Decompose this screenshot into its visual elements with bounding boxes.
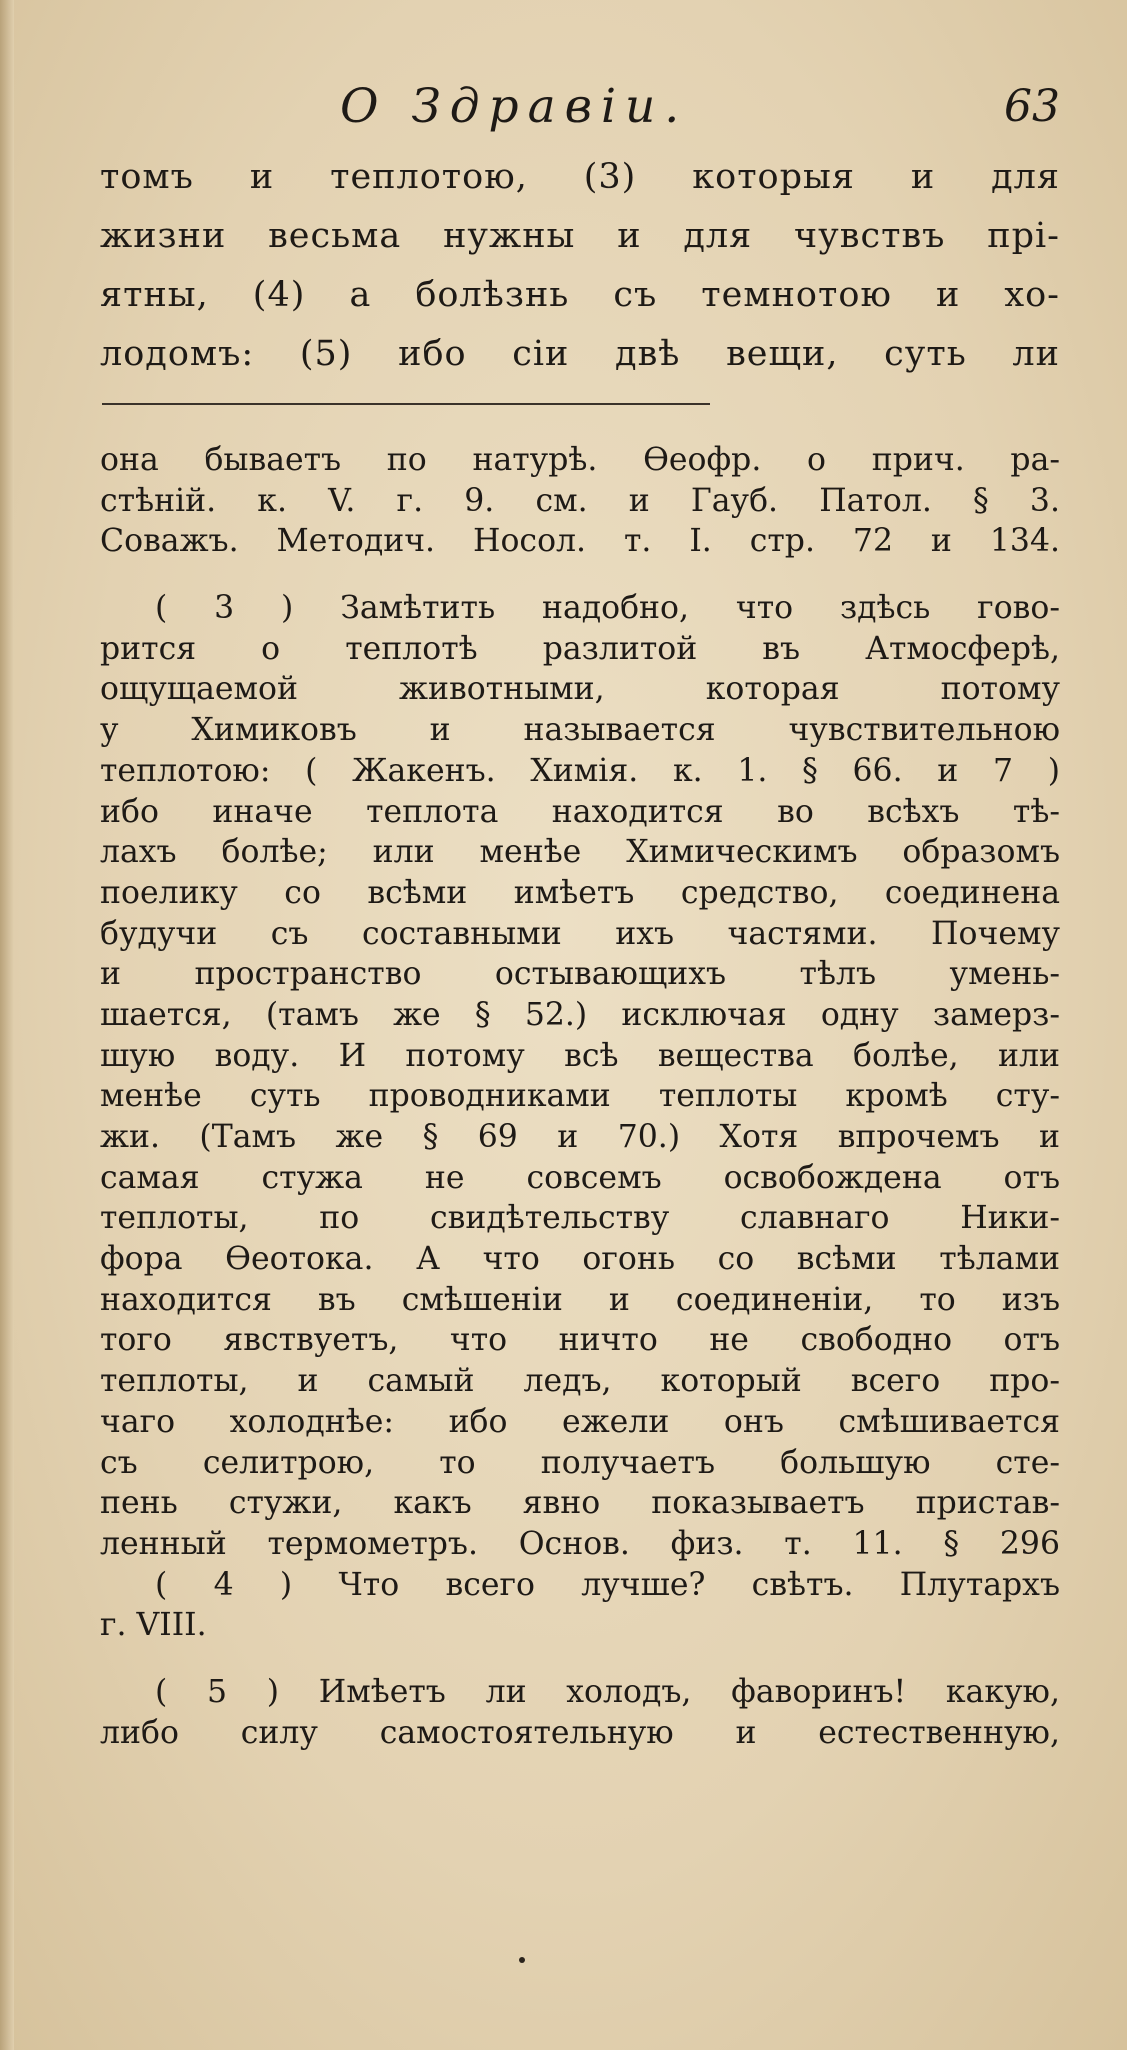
main-text-line: лодомъ: (5) ибо сіи двѣ вещи, суть ли <box>100 334 1060 374</box>
footnote-3-line: теплотою: ( Жакенъ. Химія. к. 1. § 66. и 7 ) <box>100 752 1060 789</box>
footnote-3-line: ленный термометръ. Основ. физ. т. 11. § 296 <box>100 1525 1060 1562</box>
footnote-3-line: поелику со всѣми имѣетъ средство, соединена <box>100 874 1060 911</box>
footnote-3-line: теплоты, и самый ледъ, который всего про- <box>100 1363 1060 1400</box>
footnote-gap <box>100 562 1060 588</box>
footnote-3-line: пень стужи, какъ явно показываетъ пристав- <box>100 1485 1060 1522</box>
footnote-3-line: ощущаемой животными, которая потому <box>100 671 1060 708</box>
footnote-line: она бываетъ по натурѣ. Ѳеофр. о прич. ра- <box>100 442 1060 478</box>
footnote-3-line: ( 3 ) Замѣтить надобно, что здѣсь гово- <box>155 590 1060 627</box>
main-text-line: жизни весьма нужны и для чувствъ прі- <box>100 216 1060 256</box>
footnote-3-line: находится въ смѣшеніи и соединеніи, то изъ <box>100 1281 1060 1318</box>
main-text-line: томъ и теплотою, (3) которыя и для <box>100 157 1060 197</box>
footnote-divider <box>102 403 710 405</box>
footnote-3-line: и пространство остывающихъ тѣлъ умень- <box>100 956 1060 993</box>
footnote-3-line: того явствуетъ, что ничто не свободно отъ <box>100 1322 1060 1359</box>
footnote-3-line: лахъ болѣе; или менѣе Химическимъ образомъ <box>100 834 1060 871</box>
footnote-3-line: жи. (Тамъ же § 69 и 70.) Хотя впрочемъ и <box>100 1119 1060 1155</box>
footnote-5-line: ( 5 ) Имѣетъ ли холодъ, фаворинъ! какую, <box>155 1673 1060 1710</box>
footnote-3-line: у Химиковъ и называется чувствительною <box>100 712 1060 749</box>
ink-speck <box>519 1957 525 1963</box>
footnote-3-line: ибо иначе теплота находится во всѣхъ тѣ- <box>100 793 1060 830</box>
page-number: 63 <box>1004 81 1060 132</box>
footnote-3-line: шую воду. И потому всѣ вещества болѣе, или <box>100 1037 1060 1074</box>
footnote-3-line: самая стужа не совсемъ освобождена отъ <box>100 1159 1060 1196</box>
footnote-3-line: рится о теплотѣ разлитой въ Атмосферѣ, <box>100 630 1060 667</box>
main-text-line: ятны, (4) а болѣзнь съ темнотою и хо- <box>100 275 1060 315</box>
footnote-3-line: съ селитрою, то получаетъ большую сте- <box>100 1444 1060 1481</box>
footnote-4-line: ( 4 ) Что всего лучше? свѣтъ. Плутархъ <box>155 1566 1060 1603</box>
main-text-block <box>100 148 1060 384</box>
footnote-line: Соважъ. Методич. Носол. т. I. стр. 72 и 134. <box>100 523 1060 560</box>
footnote-line: стѣній. к. V. г. 9. см. и Гауб. Патол. § 3. <box>100 482 1060 519</box>
footnote-3-line: менѣе суть проводниками теплоты кромѣ сту- <box>100 1078 1060 1115</box>
footnote-5-line: либо силу самостоятельную и естественную, <box>100 1714 1060 1751</box>
footnote-3-line: будучи съ составными ихъ частями. Почему <box>100 915 1060 952</box>
footnote-3-line: теплоты, по свидѣтельству славнаго Ники- <box>100 1200 1060 1237</box>
page-edge-shadow <box>0 0 14 2050</box>
footnote-3-line: шается, (тамъ же § 52.) исключая одну замерз- <box>100 996 1060 1033</box>
running-title: О Здравіи. <box>340 79 689 134</box>
footnote-4-line: г. VIII. <box>100 1607 207 1644</box>
footnotes-block <box>100 440 1060 1753</box>
footnote-3-line: фора Ѳеотока. А что огонь со всѣми тѣлами <box>100 1241 1060 1278</box>
page-header <box>95 72 1070 142</box>
footnote-3-line: чаго холоднѣе: ибо ежели онъ смѣшивается <box>100 1403 1060 1440</box>
footnote-gap <box>100 1646 1060 1672</box>
